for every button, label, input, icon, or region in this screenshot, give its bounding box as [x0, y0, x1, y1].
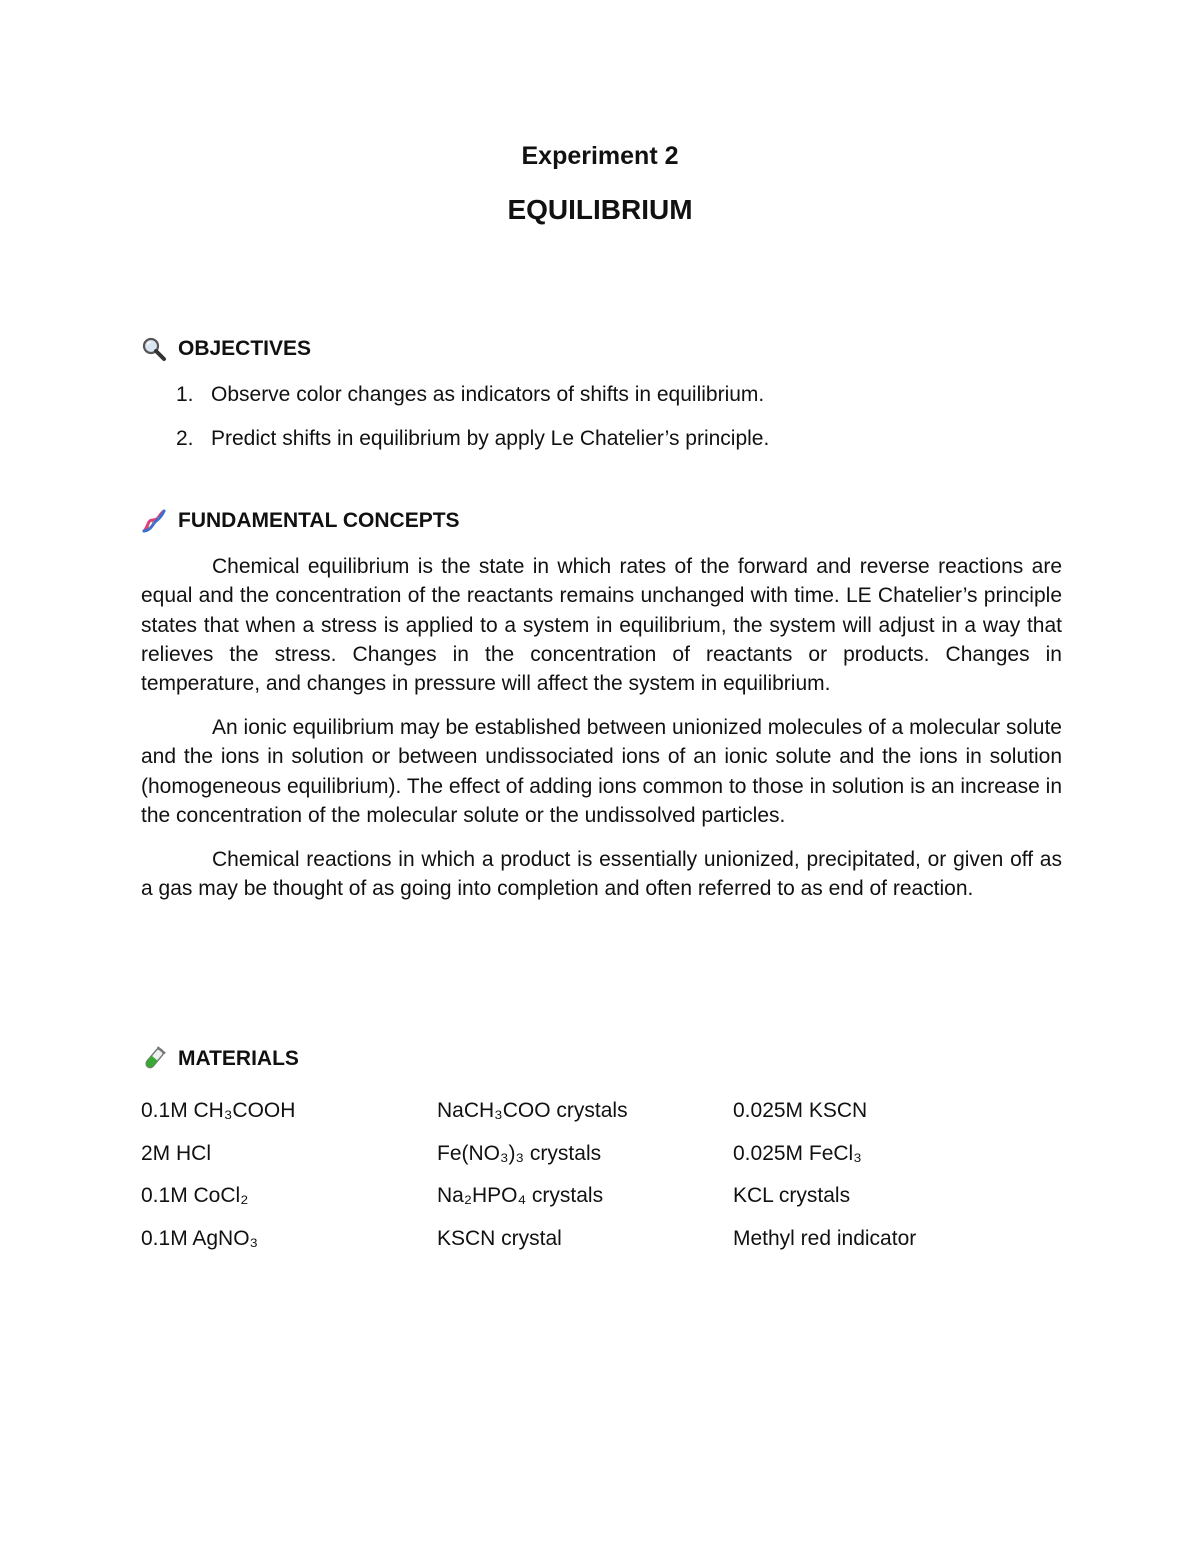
material-item: Fe(NO₃)₃ crystals [437, 1141, 602, 1165]
material-item: KSCN crystal [437, 1226, 562, 1250]
concepts-paragraph: Chemical equilibrium is the state in which rates of the forward and reverse reactions are equal and the concentration of the reactants remains unchanged with time. LE Chatelier’s principle states that when a stress is applied to a system in equilibrium, the system will adjust in a way that relieves the stress. Changes in the concentration of reactants or products. Changes in temperature, and changes in pressure will affect the system in equilibrium. [141, 555, 1062, 696]
concepts-paragraph: An ionic equilibrium may be established between unionized molecules of a molecular solute and the ions in solution or between undissociated ions of an ionic solute and the ions in solution (homogeneous equilibrium). The effect of adding ions common to those in solution is an increase in the concentration of the molecular solute or the undissolved particles. [141, 715, 1062, 827]
objectives-list [176, 380, 769, 468]
concepts-body [141, 552, 1062, 918]
material-item: 2M HCl [141, 1141, 212, 1165]
material-item: 0.025M KSCN [733, 1099, 868, 1122]
concepts-heading-label: FUNDAMENTAL CONCEPTS [178, 509, 460, 532]
list-item-number: 1. [176, 383, 194, 406]
concepts-paragraph: Chemical reactions in which a product is essentially unionized, precipitated, or given off as a gas may be thought of as going into completion and often referred to as end of reaction. [141, 847, 1062, 900]
table-row [141, 1096, 1041, 1139]
material-item: 0.025M FeCl₃ [733, 1141, 862, 1165]
materials-heading [141, 1045, 299, 1073]
material-item: 0.1M CoCl₂ [141, 1184, 249, 1207]
magnifying-glass-icon [141, 336, 167, 362]
list-item-number: 2. [176, 427, 194, 450]
concepts-heading [141, 507, 460, 535]
material-item: 0.1M AgNO₃ [141, 1226, 259, 1250]
material-item: NaCH₃COO crystals [437, 1099, 628, 1122]
objectives-heading [141, 335, 311, 363]
materials-table [141, 1096, 1041, 1266]
table-row [141, 1139, 1041, 1182]
test-tube-icon [141, 1046, 167, 1072]
experiment-label: Experiment 2 [521, 142, 679, 170]
material-item: Methyl red indicator [733, 1226, 917, 1250]
list-item [176, 424, 769, 468]
materials-heading-label: MATERIALS [178, 1047, 299, 1070]
list-item-text: Observe color changes as indicators of shifts in equilibrium. [211, 383, 765, 406]
material-item: Na₂HPO₄ crystals [437, 1184, 604, 1207]
dna-icon [141, 508, 167, 534]
list-item-text: Predict shifts in equilibrium by apply Le Chatelier’s principle. [211, 427, 770, 450]
page-title: EQUILIBRIUM [507, 194, 693, 225]
objectives-heading-label: OBJECTIVES [178, 337, 312, 360]
material-item: 0.1M CH₃COOH [141, 1099, 296, 1122]
list-item [176, 380, 769, 424]
table-row [141, 1181, 1041, 1224]
table-row [141, 1224, 1041, 1267]
material-item: KCL crystals [733, 1184, 851, 1207]
